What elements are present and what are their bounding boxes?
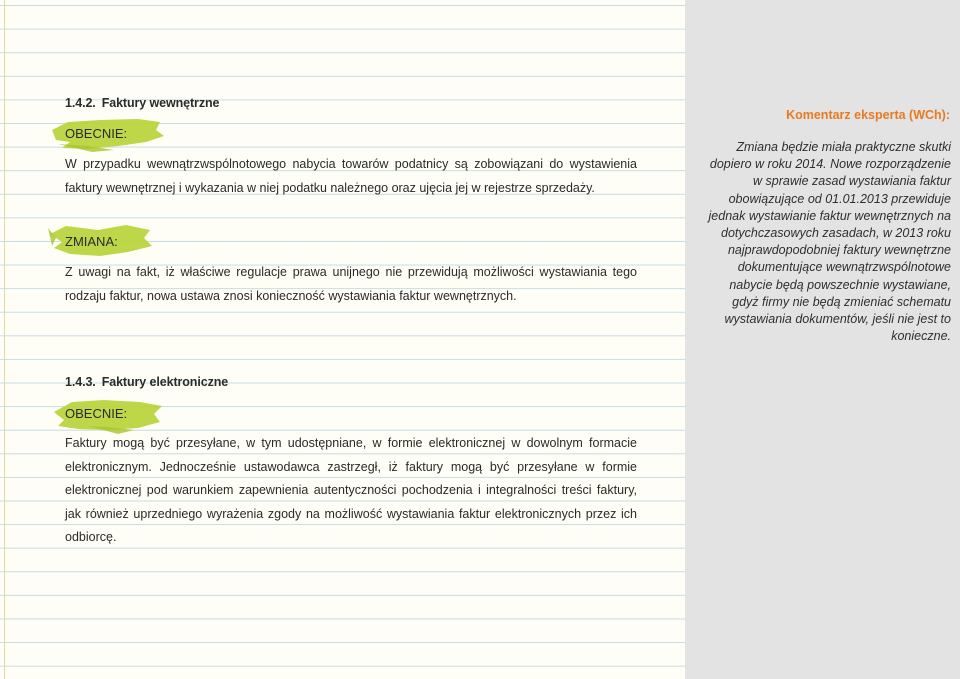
expert-comment-title: Komentarz eksperta (WCh):	[786, 108, 950, 122]
section-number: 1.4.2.	[65, 96, 96, 110]
obecnie-label-1	[48, 116, 168, 156]
paragraph-obecnie-1: W przypadku wewnątrzwspólnotowego nabycia towarów podatnicy są zobowiązani do wystawienia faktury wewnętrznej i wykazania w niej podatku należnego oraz ujęcia jej w rejestrze sprzedaży.	[65, 157, 637, 195]
zmiana-label	[48, 222, 168, 262]
expert-comment-text: Zmiana będzie miała praktyczne skutki dopiero w roku 2014. Nowe rozporządzenie w sprawie zasad wystawiania faktur obowiązujące od 01.01.2013 przewiduje jednak wystawianie faktur wewnętrznych na dotychczasowych zasadach, w 2013 roku najprawdopodobniej faktury wewnętrzne dokumentujące wewnątrzwspólnotowe nabycie będą powszechnie wystawiane, gdyż firmy nie będą zmieniać schematu wystawiania dokumentów, jeśli nie jest to konieczne.	[708, 140, 951, 344]
section-title: Faktury wewnętrzne	[101, 96, 220, 110]
paragraph-zmiana: Z uwagi na fakt, iż właściwe regulacje prawa unijnego nie przewidują możliwości wystawiania tego rodzaju faktur, nowa ustawa znosi konieczność wystawiania faktur wewnętrznych.	[65, 265, 637, 303]
paragraph-obecnie-2: Faktury mogą być przesyłane, w tym udostępniane, w formie elektronicznej w dowolnym formacie elektronicznym. Jednocześnie ustawodawca zastrzegł, iż faktury mogą być przesyłane w formie elektronicznej pod warunkiem zapewnienia autentyczności pochodzenia i integralności treści faktury, jak również uprzedniego wyrażenia zgody na możliwość wystawiania faktur elektronicznych przez ich odbiorcę.	[65, 436, 637, 545]
zmiana-label-text: ZMIANA:	[65, 234, 118, 249]
obecnie-label: OBECNIE:	[65, 126, 128, 141]
section-number: 1.4.3.	[65, 375, 96, 389]
obecnie-label-2	[48, 396, 168, 436]
obecnie-label: OBECNIE:	[65, 406, 128, 421]
section-heading-2	[65, 375, 228, 389]
section-heading-1	[65, 96, 219, 110]
section-title: Faktury elektroniczne	[101, 375, 229, 389]
